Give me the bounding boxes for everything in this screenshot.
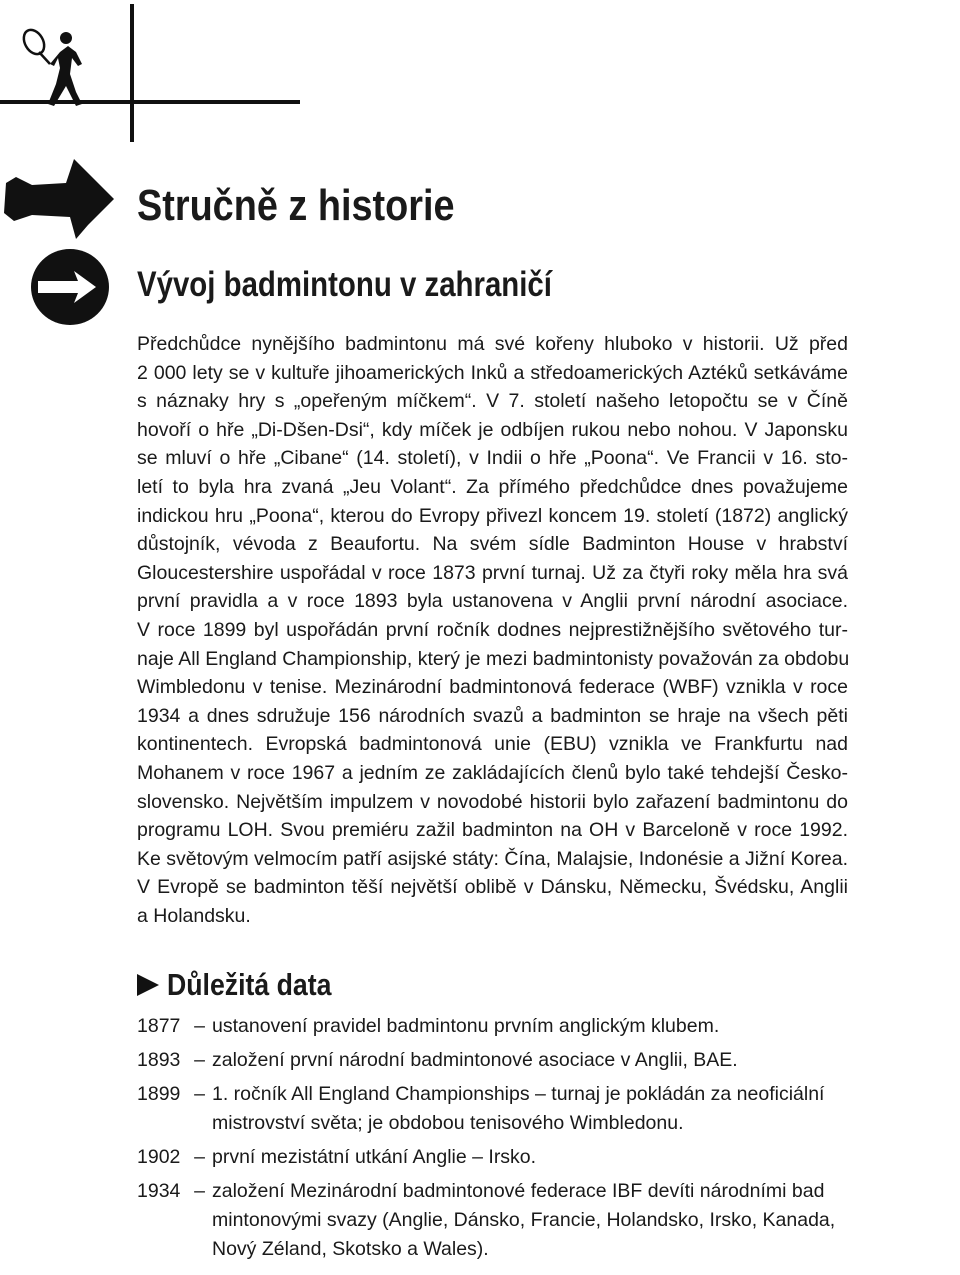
date-year: 1899 [137, 1083, 181, 1105]
section-subtitle: Vývoj badmintonu v zahraničí [137, 265, 552, 304]
date-description [212, 1012, 897, 1041]
date-description-line: Nový Zéland, Skotsko a Wales). [212, 1238, 489, 1260]
date-year: 1934 [137, 1180, 181, 1202]
date-description [212, 1177, 897, 1264]
paragraph-line: první pravidla a v roce 1893 byla ustanovena v Anglii první národní asociace. [137, 590, 848, 613]
section-title: Důležitá data [167, 967, 332, 1002]
paragraph-line: Gloucestershire uspořádal v roce 1873 první turnaj. Už za čtyři roky měla hra svá [137, 561, 848, 584]
paragraph-line: a Holandsku. [137, 904, 251, 927]
history-paragraph [137, 330, 848, 930]
dates-list [137, 1012, 897, 1269]
paragraph-line: naje All England Championship, který je mezi badmintonisty považován za obdobu [137, 647, 850, 670]
date-description [212, 1143, 897, 1172]
paragraph-line: slovensko. Největším impulzem v novodobé historii bylo zařazení badmintonu do [137, 790, 848, 813]
paragraph-line: Wimbledonu v tenise. Mezinárodní badmintonová federace (WBF) vznikla v roce [137, 676, 848, 699]
date-item [137, 1177, 897, 1264]
date-year: 1893 [137, 1049, 181, 1071]
page-title: Stručně z historie [137, 181, 455, 230]
date-item [137, 1143, 897, 1172]
date-description-line: založení Mezinárodní badmintonové federace IBF devíti národními bad [212, 1180, 825, 1202]
circle-arrow-icon [30, 247, 112, 327]
date-description-line: první mezistátní utkání Anglie – Irsko. [212, 1146, 537, 1168]
paragraph-line: 1934 a dnes sdružuje 156 národních svazů a badminton se hraje na všech pěti [137, 704, 848, 727]
date-year: 1877 [137, 1015, 181, 1037]
paragraph-line: s náznaky hry s „opeřeným míčkem“. V 7. století našeho letopočtu se v Číně [137, 390, 848, 413]
date-description [212, 1080, 897, 1138]
date-dash: – [194, 1146, 205, 1168]
paragraph-line: Mohanem v roce 1967 a jedním ze zakládajících členů bylo také tehdejší Česko- [137, 761, 848, 784]
vertical-rule [130, 4, 134, 142]
paragraph-line: 2 000 lety se v kultuře jihoamerických Inků a středoamerických Aztéků setkáváme [137, 361, 848, 384]
paragraph-line: kontinentech. Evropská badmintonová unie (EBU) vznikla ve Frankfurtu nad [137, 733, 848, 756]
paragraph-line: se mluví o hře „Cibane“ (14. století), v Indii o hře „Poona“. Ve Francii v 16. sto- [137, 447, 848, 470]
date-item [137, 1012, 897, 1041]
date-description-line: mintonovými svazy (Anglie, Dánsko, Francie, Holandsko, Irsko, Kanada, [212, 1209, 836, 1231]
paragraph-line: hovoří o hře „Di-Dšen-Dsi“, kdy míček je odbíjen rukou nebo nohou. V Japonsku [137, 418, 848, 441]
badminton-player-icon [8, 12, 108, 112]
paragraph-line: programu LOH. Svou premiéru zažil badminton na OH v Barceloně v roce 1992. [137, 819, 848, 842]
paragraph-line: indickou hru „Poona“, kterou do Evropy přivezl koncem 19. století (1872) anglický [137, 504, 848, 527]
paragraph-line: Ke světovým velmocím patří asijské státy: Čína, Malajsie, Indonésie a Jižní Korea. [137, 847, 848, 870]
paragraph-line: letí to byla hra zvaná „Jeu Volant“. Za přímého předchůdce dnes považujeme [137, 475, 848, 498]
date-dash: – [194, 1180, 205, 1202]
important-dates-heading [137, 962, 358, 1008]
date-description [212, 1046, 897, 1075]
date-dash: – [194, 1083, 205, 1105]
date-dash: – [194, 1015, 205, 1037]
date-description-line: mistrovství světa; je obdobou tenisového Wimbledonu. [212, 1112, 684, 1134]
paragraph-line: V roce 1899 byl uspořádán první ročník dodnes nejprestižnějšího světového tur- [137, 618, 848, 641]
date-item [137, 1080, 897, 1138]
date-year: 1902 [137, 1146, 181, 1168]
date-description-line: 1. ročník All England Championships – turnaj je pokládán za neoficiální [212, 1083, 825, 1105]
paragraph-line: důstojník, vévoda z Beaufortu. Na svém sídle Badminton House v hrabství [137, 533, 848, 556]
arrow-right-icon [2, 155, 117, 245]
date-item [137, 1046, 897, 1075]
horizontal-rule [0, 100, 300, 104]
date-dash: – [194, 1049, 205, 1071]
date-description-line: založení první národní badmintonové asociace v Anglii, BAE. [212, 1049, 738, 1071]
paragraph-line: Předchůdce nynějšího badmintonu má své kořeny hluboko v historii. Už před [137, 333, 848, 355]
date-description-line: ustanovení pravidel badmintonu prvním anglickým klubem. [212, 1015, 720, 1037]
paragraph-line: V Evropě se badminton těší největší oblibě v Dánsku, Německu, Švédsku, Anglii [137, 876, 848, 899]
triangle-bullet-icon [137, 974, 159, 996]
